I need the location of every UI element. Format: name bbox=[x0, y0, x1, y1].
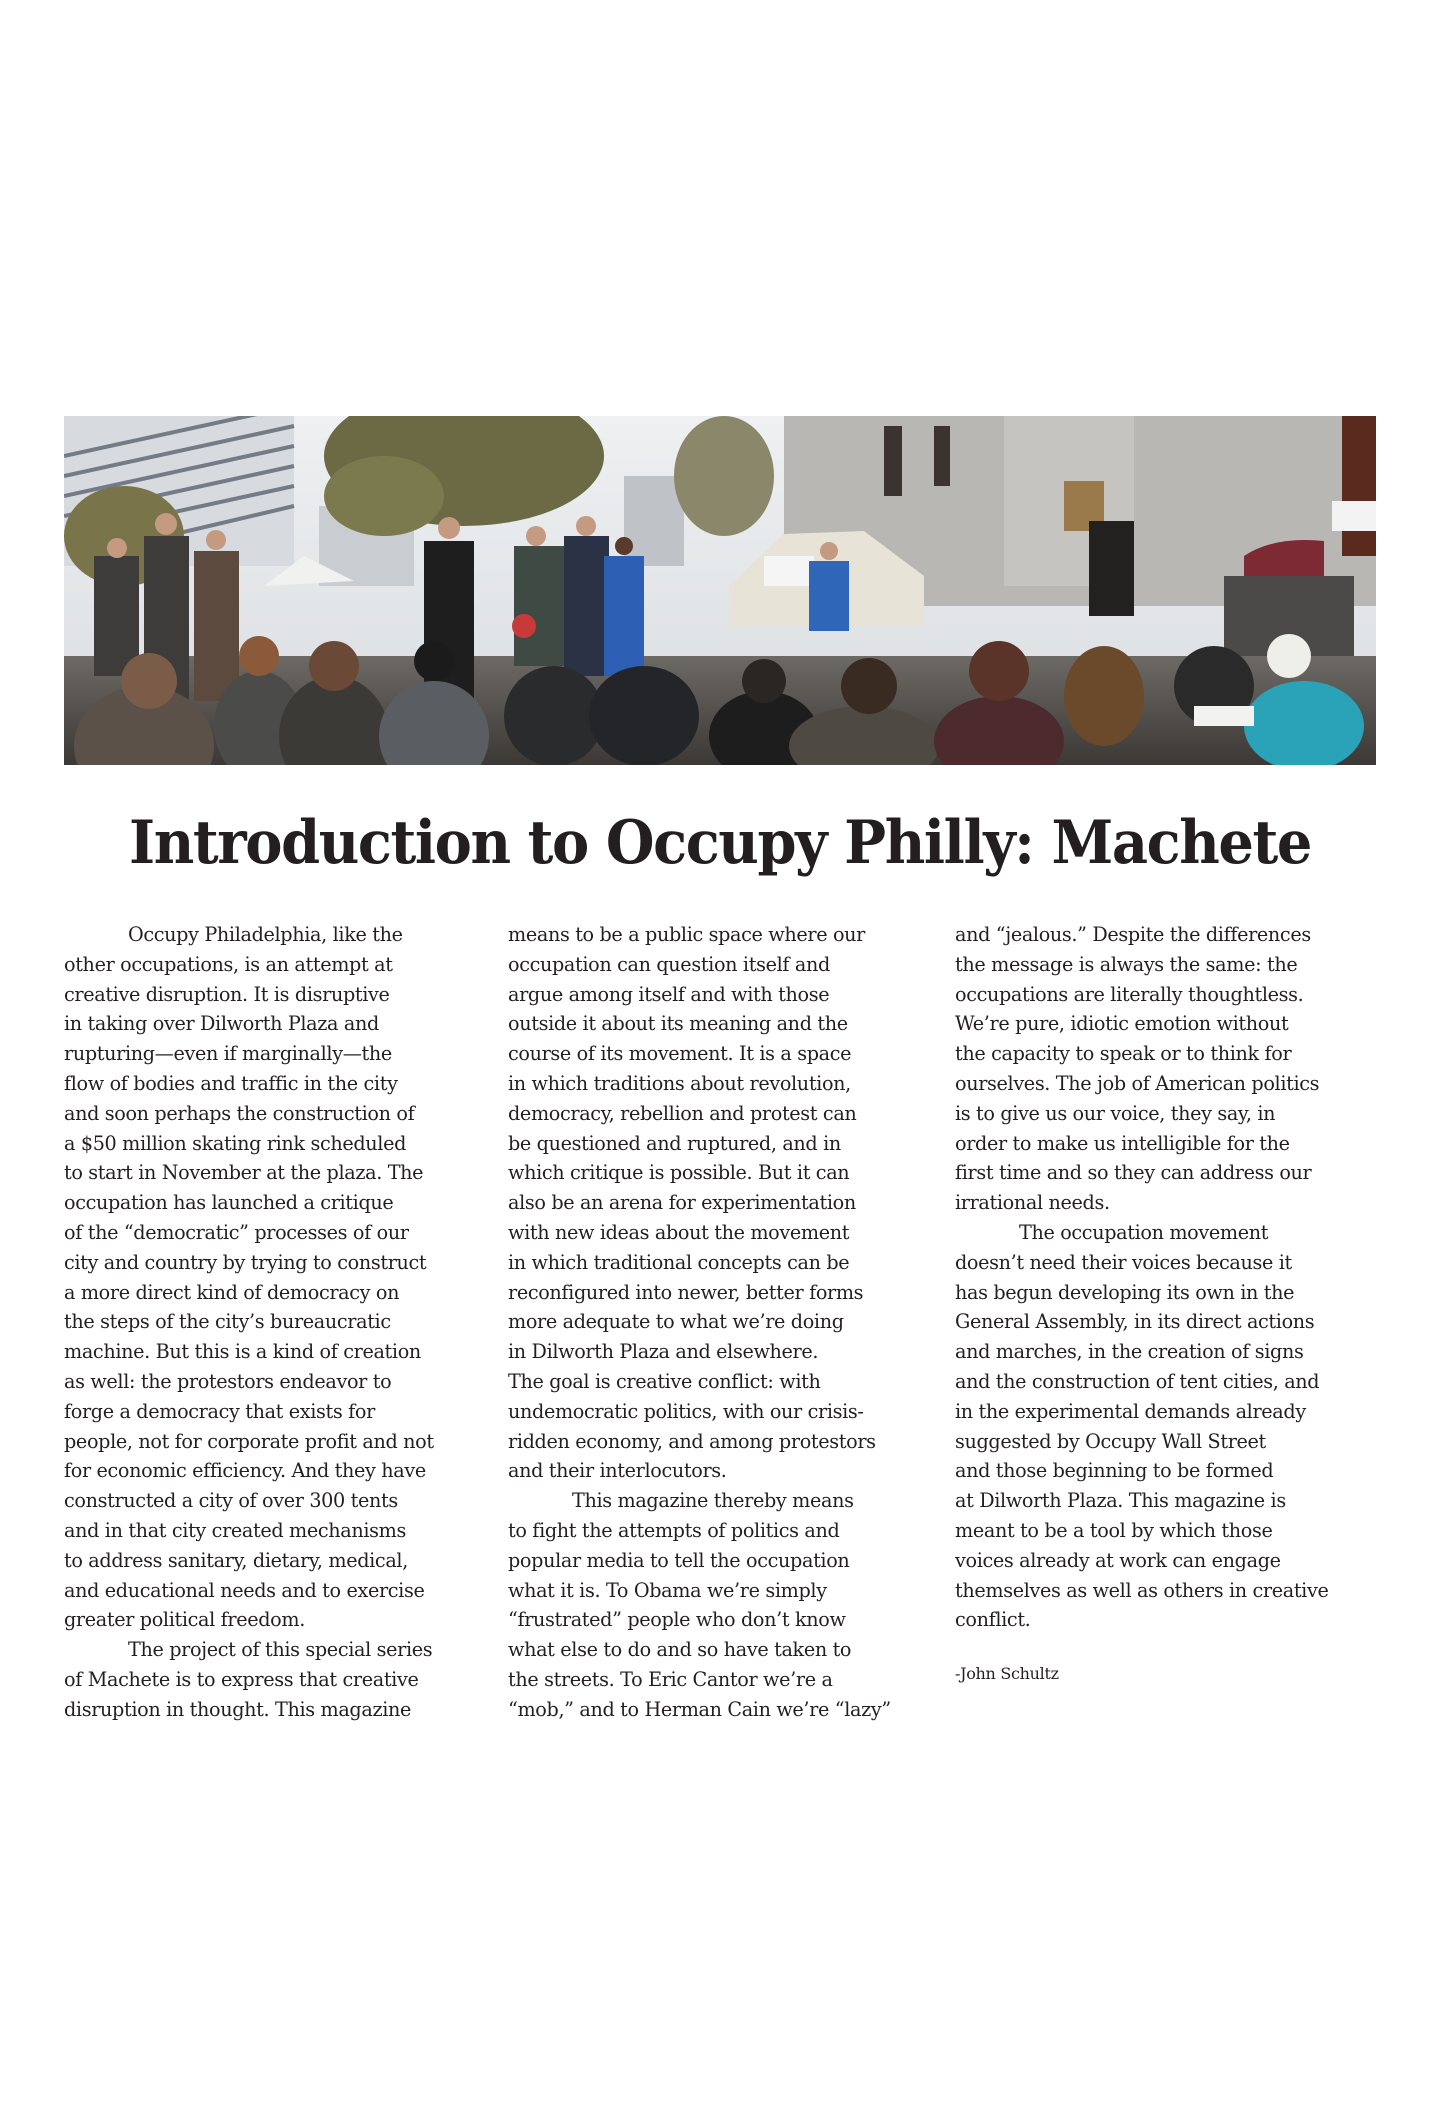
text-line: for economic efficiency. And they have bbox=[64, 1459, 426, 1483]
text-line: also be an arena for experimentation bbox=[508, 1191, 856, 1215]
article-paragraph-text bbox=[64, 920, 494, 1725]
text-line: undemocratic politics, with our crisis- bbox=[508, 1399, 864, 1423]
text-line: to address sanitary, dietary, medical, bbox=[64, 1548, 408, 1572]
text-line: is to give us our voice, they say, in bbox=[955, 1101, 1276, 1125]
text-line: and educational needs and to exercise bbox=[64, 1578, 425, 1602]
text-line: in the experimental demands already bbox=[955, 1399, 1306, 1423]
article-column-3 bbox=[955, 920, 1385, 1635]
text-line: and in that city created mechanisms bbox=[64, 1518, 407, 1542]
text-line: creative disruption. It is disruptive bbox=[64, 982, 390, 1006]
text-line: popular media to tell the occupation bbox=[508, 1548, 850, 1572]
text-line: conflict. bbox=[955, 1608, 1031, 1632]
text-line: We’re pure, idiotic emotion without bbox=[955, 1012, 1289, 1036]
text-line: disruption in thought. This magazine bbox=[64, 1697, 412, 1721]
text-line: irrational needs. bbox=[955, 1191, 1110, 1215]
text-line: what else to do and so have taken to bbox=[508, 1638, 852, 1662]
text-line: in which traditional concepts can be bbox=[508, 1250, 850, 1274]
text-line: to fight the attempts of politics and bbox=[508, 1518, 840, 1542]
article-paragraph-text bbox=[955, 920, 1385, 1635]
article-paragraph-text bbox=[508, 920, 938, 1725]
text-line: meant to be a tool by which those bbox=[955, 1518, 1273, 1542]
article-column-1 bbox=[64, 920, 494, 1725]
text-line: “mob,” and to Herman Cain we’re “lazy” bbox=[508, 1697, 891, 1721]
text-line: outside it about its meaning and the bbox=[508, 1012, 848, 1036]
text-line: doesn’t need their voices because it bbox=[955, 1250, 1292, 1274]
text-line: greater political freedom. bbox=[64, 1608, 305, 1632]
text-line: at Dilworth Plaza. This magazine is bbox=[955, 1489, 1286, 1513]
text-line: voices already at work can engage bbox=[955, 1548, 1281, 1572]
text-line: argue among itself and with those bbox=[508, 982, 830, 1006]
text-line: the steps of the city’s bureaucratic bbox=[64, 1310, 391, 1334]
text-line: General Assembly, in its direct actions bbox=[955, 1310, 1315, 1334]
text-line: and their interlocutors. bbox=[508, 1459, 727, 1483]
text-line: has begun developing its own in the bbox=[955, 1280, 1295, 1304]
text-line: ridden economy, and among protestors bbox=[508, 1429, 876, 1453]
text-line: and soon perhaps the construction of bbox=[64, 1101, 415, 1125]
text-line: in Dilworth Plaza and elsewhere. bbox=[508, 1340, 819, 1364]
article-title: Introduction to Occupy Philly: Machete bbox=[128, 808, 1312, 878]
text-line: and “jealous.” Despite the differences bbox=[955, 923, 1311, 946]
text-line: and the construction of tent cities, and bbox=[955, 1369, 1320, 1393]
text-line: city and country by trying to construct bbox=[64, 1250, 427, 1274]
text-line: order to make us intelligible for the bbox=[955, 1131, 1290, 1155]
text-line: other occupations, is an attempt at bbox=[64, 952, 393, 976]
text-line: and those beginning to be formed bbox=[955, 1459, 1274, 1483]
text-line: rupturing—even if marginally—the bbox=[64, 1042, 392, 1066]
article-column-2 bbox=[508, 920, 938, 1725]
text-line: means to be a public space where our bbox=[508, 923, 865, 946]
text-line: ourselves. The job of American politics bbox=[955, 1071, 1320, 1095]
text-line: more adequate to what we’re doing bbox=[508, 1310, 844, 1334]
text-line: be questioned and ruptured, and in bbox=[508, 1131, 841, 1155]
article-photo bbox=[64, 416, 1376, 765]
text-line: as well: the protestors endeavor to bbox=[64, 1369, 392, 1393]
text-line: first time and so they can address our bbox=[955, 1161, 1312, 1185]
author-byline: -John Schultz bbox=[955, 1664, 1059, 1683]
text-line: constructed a city of over 300 tents bbox=[64, 1489, 398, 1513]
text-line: flow of bodies and traffic in the city bbox=[64, 1071, 398, 1095]
text-line: people, not for corporate profit and not bbox=[64, 1429, 434, 1453]
text-line: “frustrated” people who don’t know bbox=[508, 1608, 846, 1632]
text-line: suggested by Occupy Wall Street bbox=[955, 1429, 1266, 1453]
text-line: to start in November at the plaza. The bbox=[64, 1161, 424, 1185]
text-line: the message is always the same: the bbox=[955, 952, 1298, 976]
text-line: in taking over Dilworth Plaza and bbox=[64, 1012, 379, 1036]
text-line: The goal is creative conflict: with bbox=[508, 1369, 821, 1393]
text-line: Occupy Philadelphia, like the bbox=[128, 923, 403, 946]
text-line: of Machete is to express that creative bbox=[64, 1667, 419, 1691]
text-line: occupations are literally thoughtless. bbox=[955, 982, 1304, 1006]
text-line: This magazine thereby means bbox=[572, 1489, 854, 1513]
text-line: reconfigured into newer, better forms bbox=[508, 1280, 864, 1304]
text-line: of the “democratic” processes of our bbox=[64, 1220, 409, 1244]
text-line: the capacity to speak or to think for bbox=[955, 1042, 1292, 1066]
text-line: occupation has launched a critique bbox=[64, 1191, 394, 1215]
text-line: course of its movement. It is a space bbox=[508, 1042, 852, 1066]
text-line: with new ideas about the movement bbox=[508, 1220, 850, 1244]
text-line: forge a democracy that exists for bbox=[64, 1399, 375, 1423]
text-line: a $50 million skating rink scheduled bbox=[64, 1131, 407, 1155]
text-line: what it is. To Obama we’re simply bbox=[508, 1578, 827, 1602]
text-line: machine. But this is a kind of creation bbox=[64, 1340, 421, 1364]
text-line: which critique is possible. But it can bbox=[508, 1161, 850, 1185]
text-line: a more direct kind of democracy on bbox=[64, 1280, 400, 1304]
protest-crowd-photo bbox=[64, 416, 1376, 765]
text-line: and marches, in the creation of signs bbox=[955, 1340, 1304, 1364]
text-line: The occupation movement bbox=[1019, 1220, 1269, 1244]
text-line: The project of this special series bbox=[128, 1638, 433, 1662]
text-line: themselves as well as others in creative bbox=[955, 1578, 1329, 1602]
text-line: occupation can question itself and bbox=[508, 952, 830, 976]
text-line: the streets. To Eric Cantor we’re a bbox=[508, 1667, 833, 1691]
text-line: in which traditions about revolution, bbox=[508, 1071, 851, 1095]
text-line: democracy, rebellion and protest can bbox=[508, 1101, 857, 1125]
